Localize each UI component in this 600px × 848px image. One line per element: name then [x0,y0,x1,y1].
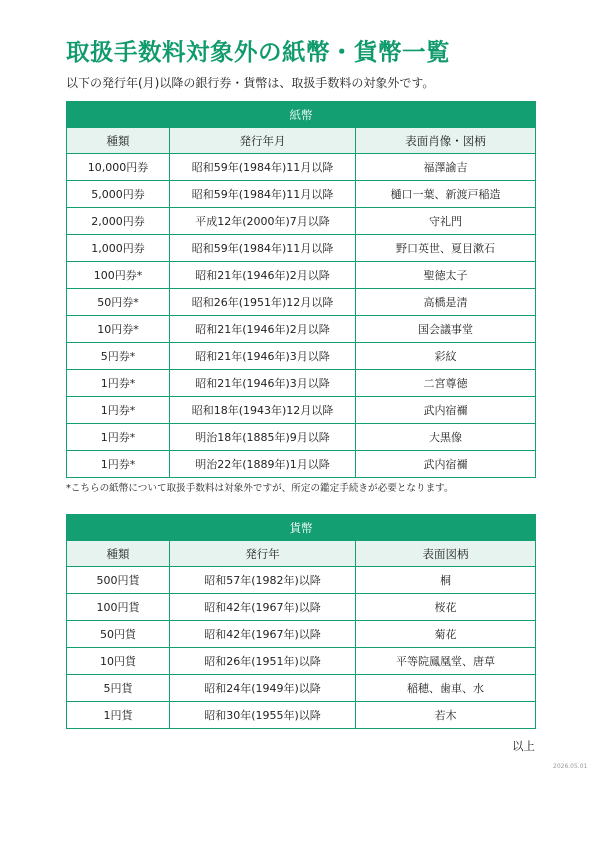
page-title: 取扱手数料対象外の紙幣・貨幣一覧 [66,38,450,66]
table-row [67,262,536,289]
table-row [67,154,536,181]
cell-date: 昭和42年(1967年)以降 [170,621,356,648]
cell-type: 50円貨 [67,621,170,648]
cell-design: 稲穂、歯車、水 [356,675,536,702]
cell-type: 500円貨 [67,567,170,594]
cell-design: 武内宿禰 [356,397,536,424]
cell-date: 昭和24年(1949年)以降 [170,675,356,702]
table-row [67,208,536,235]
table-row [67,594,536,621]
column-header-design: 表面図柄 [356,541,536,567]
table-row [67,289,536,316]
cell-type: 1円貨 [67,702,170,729]
table-row [67,397,536,424]
page-subtitle: 以下の発行年(月)以降の銀行券・貨幣は、取扱手数料の対象外です。 [66,76,435,90]
table-row [67,567,536,594]
cell-date: 昭和30年(1955年)以降 [170,702,356,729]
table-row [67,343,536,370]
cell-date: 昭和57年(1982年)以降 [170,567,356,594]
table-row [67,181,536,208]
cell-design: 高橋是清 [356,289,536,316]
cell-type: 5円貨 [67,675,170,702]
table-row [67,235,536,262]
end-text: 以上 [512,739,535,753]
cell-type: 10円券* [67,316,170,343]
cell-design: 桐 [356,567,536,594]
cell-design: 二宮尊徳 [356,370,536,397]
cell-design: 樋口一葉、新渡戸稲造 [356,181,536,208]
cell-date: 昭和59年(1984年)11月以降 [170,154,356,181]
table-row [67,648,536,675]
cell-date: 昭和21年(1946年)2月以降 [170,262,356,289]
cell-date: 昭和26年(1951年)12月以降 [170,289,356,316]
table-row [67,424,536,451]
cell-date: 昭和42年(1967年)以降 [170,594,356,621]
cell-design: 菊花 [356,621,536,648]
cell-type: 1円券* [67,397,170,424]
cell-type: 5,000円券 [67,181,170,208]
cell-type: 5円券* [67,343,170,370]
cell-design: 守礼門 [356,208,536,235]
table-row [67,702,536,729]
column-header-type: 種類 [67,128,170,154]
cell-design: 桜花 [356,594,536,621]
cell-type: 1円券* [67,451,170,478]
cell-design: 聖徳太子 [356,262,536,289]
cell-type: 1円券* [67,370,170,397]
cell-date: 明治22年(1889年)1月以降 [170,451,356,478]
column-header-issue-date: 発行年月 [170,128,356,154]
cell-type: 100円貨 [67,594,170,621]
cell-date: 昭和59年(1984年)11月以降 [170,235,356,262]
cell-design: 武内宿禰 [356,451,536,478]
cell-date: 昭和21年(1946年)3月以降 [170,370,356,397]
cell-design: 大黒像 [356,424,536,451]
cell-type: 10,000円券 [67,154,170,181]
banknote-section-header: 紙幣 [67,102,536,128]
cell-design: 国会議事堂 [356,316,536,343]
column-header-issue-year: 発行年 [170,541,356,567]
column-header-type: 種類 [67,541,170,567]
table-row [67,316,536,343]
table-row [67,370,536,397]
cell-type: 10円貨 [67,648,170,675]
table-row [67,621,536,648]
cell-date: 明治18年(1885年)9月以降 [170,424,356,451]
cell-date: 昭和59年(1984年)11月以降 [170,181,356,208]
coin-table [66,514,536,729]
cell-type: 1,000円券 [67,235,170,262]
cell-design: 若木 [356,702,536,729]
cell-design: 平等院鳳凰堂、唐草 [356,648,536,675]
cell-date: 昭和18年(1943年)12月以降 [170,397,356,424]
cell-date: 平成12年(2000年)7月以降 [170,208,356,235]
banknote-footnote: *こちらの紙幣について取扱手数料は対象外ですが、所定の鑑定手続きが必要となります。 [66,483,454,494]
cell-design: 野口英世、夏目漱石 [356,235,536,262]
cell-design: 彩紋 [356,343,536,370]
document-date: 2026.05.01 [553,763,588,770]
cell-date: 昭和21年(1946年)2月以降 [170,316,356,343]
cell-design: 福澤諭吉 [356,154,536,181]
table-row [67,451,536,478]
cell-type: 50円券* [67,289,170,316]
cell-date: 昭和26年(1951年)以降 [170,648,356,675]
column-header-design: 表面肖像・図柄 [356,128,536,154]
banknote-table [66,101,536,478]
table-row [67,675,536,702]
cell-type: 2,000円券 [67,208,170,235]
cell-type: 100円券* [67,262,170,289]
cell-date: 昭和21年(1946年)3月以降 [170,343,356,370]
cell-type: 1円券* [67,424,170,451]
coin-section-header: 貨幣 [67,515,536,541]
